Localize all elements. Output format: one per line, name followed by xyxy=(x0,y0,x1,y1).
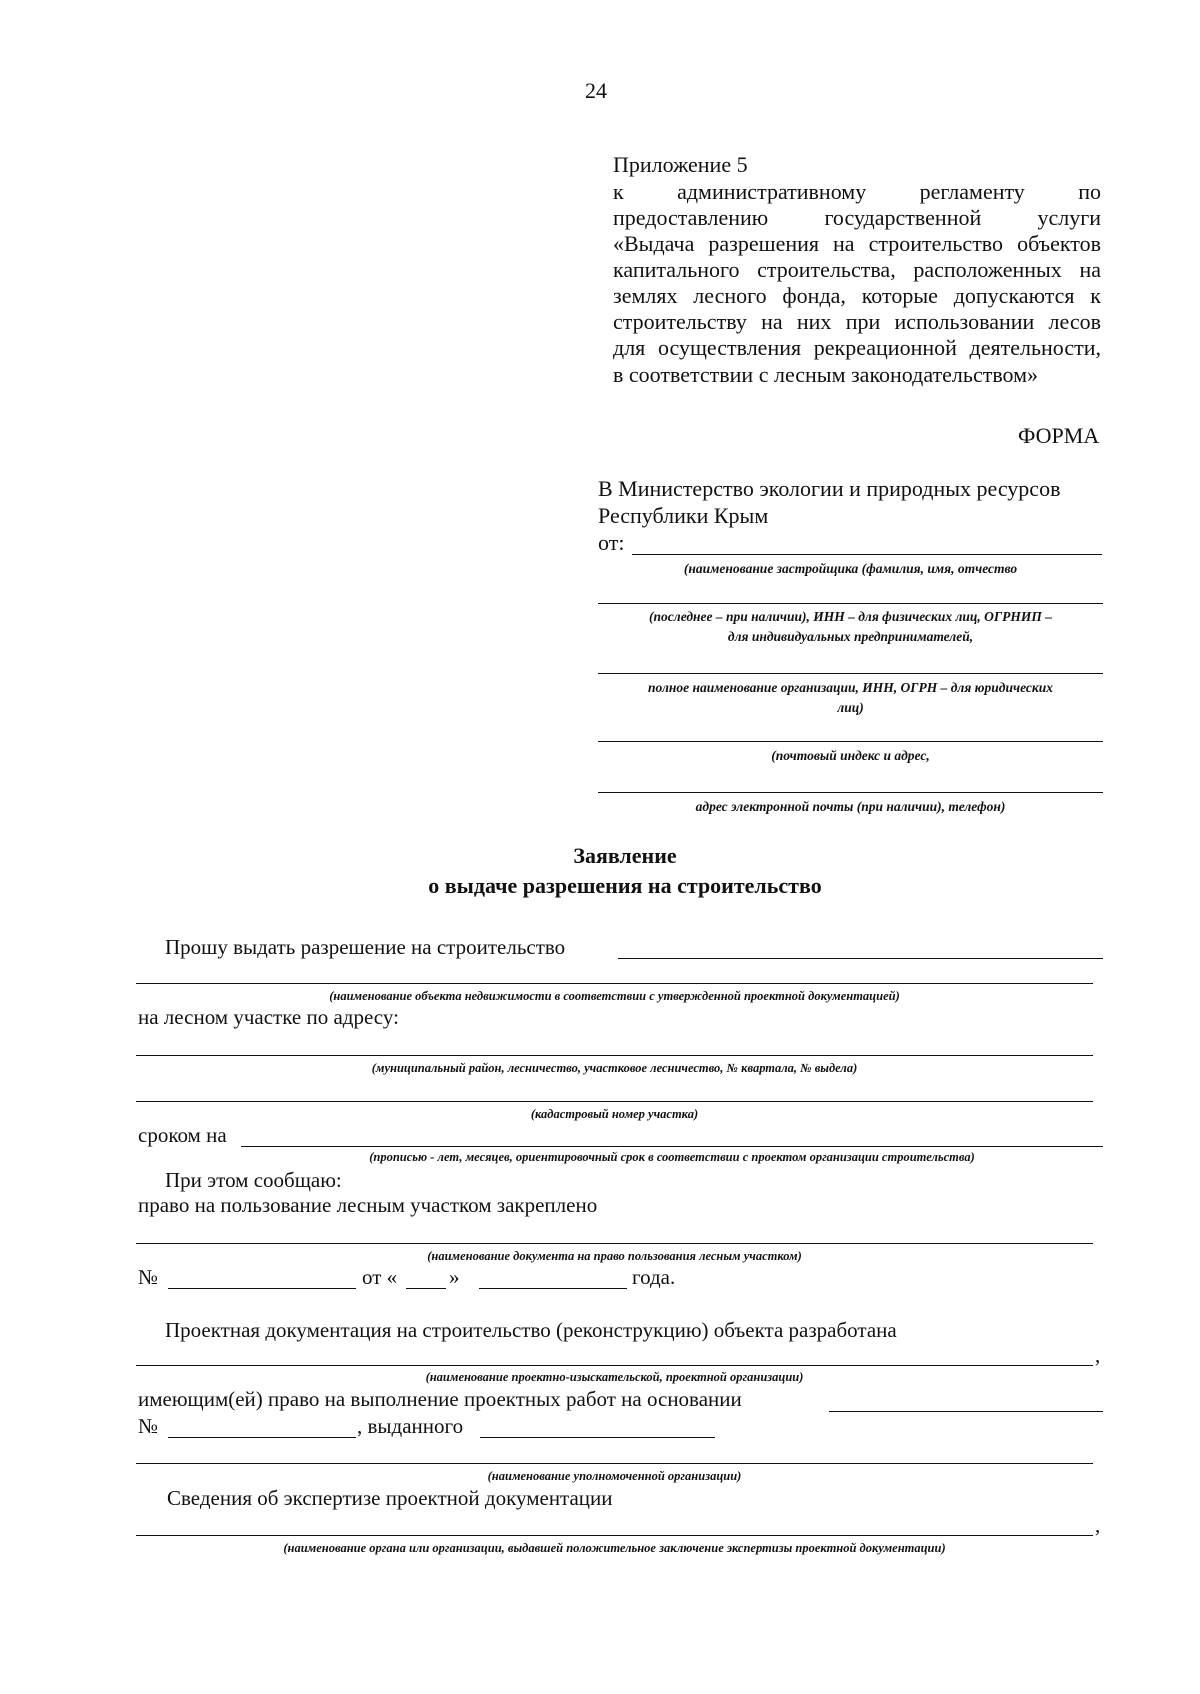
caption: (почтовый индекс и адрес, xyxy=(771,748,930,763)
addressee-line: Республики Крым xyxy=(598,503,769,528)
date-month-line[interactable] xyxy=(479,1288,627,1289)
heading-title: Заявление xyxy=(573,843,677,868)
having-right-text: имеющим(ей) право на выполнение проектных работ на основании xyxy=(138,1387,742,1411)
term-line[interactable] xyxy=(241,1146,1103,1147)
appendix-line: к административному регламенту по xyxy=(613,179,1101,204)
caption: лиц) xyxy=(837,700,864,715)
year-word: года. xyxy=(632,1265,676,1289)
caption: (последнее – при наличии), ИНН – для физических лиц, ОГРНИП – xyxy=(649,609,1052,624)
request-text: Прошу выдать разрешение на строительство xyxy=(165,935,566,959)
appendix-line: предоставлению государственной услуги xyxy=(613,205,1101,230)
inform-text: При этом сообщаю: xyxy=(165,1168,342,1192)
number-sign-2: № xyxy=(138,1414,159,1438)
appendix-line: строительству на них при использовании лесов xyxy=(613,309,1101,334)
contact-line[interactable] xyxy=(598,792,1103,793)
caption: для индивидуальных предпринимателей, xyxy=(727,629,974,644)
document-number-line[interactable] xyxy=(168,1288,356,1289)
from-label: от: xyxy=(598,530,625,555)
addressee-line: В Министерство экологии и природных ресурсов xyxy=(598,476,1061,501)
forest-plot-text: на лесном участке по адресу: xyxy=(138,1005,399,1029)
project-docs-text: Проектная документация на строительство (реконструкцию) объекта разработана xyxy=(165,1318,897,1342)
caption: адрес электронной почты (при наличии), телефон) xyxy=(695,799,1006,814)
date-from: от « xyxy=(362,1265,398,1289)
issued-text: , выданного xyxy=(357,1414,464,1438)
caption: (наименование застройщика (фамилия, имя, отчество xyxy=(683,561,1018,576)
authorized-org-line[interactable] xyxy=(136,1463,1093,1464)
object-line-2[interactable] xyxy=(136,983,1093,984)
caption: (муниципальный район, лесничество, участковое лесничество, № квартала, № выдела) xyxy=(371,1061,858,1075)
right-text: право на пользование лесным участком закреплено xyxy=(138,1193,598,1217)
organization-line[interactable] xyxy=(598,673,1103,674)
appendix-line-last: в соответствии с лесным законодательством» xyxy=(613,362,1039,387)
form-label: ФОРМА xyxy=(1018,423,1100,448)
appendix-line: для осуществления рекреационной деятельности, xyxy=(613,335,1101,360)
license-number-line[interactable] xyxy=(168,1437,356,1438)
appendix-line: землях лесного фонда, которые допускаются к xyxy=(613,283,1101,308)
address-line[interactable] xyxy=(136,1055,1093,1056)
heading-subtitle: о выдаче разрешения на строительство xyxy=(428,873,822,898)
caption: (прописью - лет, месяцев, ориентировочный срок в соответствии с проектом организации строительства) xyxy=(369,1150,975,1164)
from-line[interactable] xyxy=(632,554,1102,555)
postal-line[interactable] xyxy=(598,741,1103,742)
appendix-line: капитального строительства, расположенных на xyxy=(613,257,1101,282)
cadastral-line[interactable] xyxy=(136,1101,1093,1102)
document-line[interactable] xyxy=(136,1243,1093,1244)
object-line-1[interactable] xyxy=(618,958,1103,959)
comma-2: , xyxy=(1095,1513,1101,1537)
caption: (наименование органа или организации, выдавшей положительное заключение экспертизы проектной документации) xyxy=(283,1541,946,1555)
comma: , xyxy=(1095,1343,1101,1367)
date-day-line[interactable] xyxy=(406,1288,446,1289)
page-number: 24 xyxy=(585,78,607,103)
appendix-title: Приложение 5 xyxy=(613,152,748,177)
expertise-text: Сведения об экспертизе проектной документации xyxy=(167,1486,613,1510)
caption: (наименование объекта недвижимости в соответствии с утвержденной проектной документацией) xyxy=(329,989,900,1003)
appendix-line: «Выдача разрешения на строительство объектов xyxy=(613,231,1101,256)
caption: (кадастровый номер участка) xyxy=(530,1107,699,1121)
caption: (наименование проектно-изыскательской, проектной организации) xyxy=(425,1370,804,1384)
caption: полное наименование организации, ИНН, ОГРН – для юридических xyxy=(648,680,1053,695)
caption: (наименование документа на право пользования лесным участком) xyxy=(427,1249,802,1263)
term-label: сроком на xyxy=(138,1123,227,1147)
basis-line[interactable] xyxy=(829,1411,1103,1412)
expertise-line[interactable] xyxy=(136,1535,1093,1536)
caption: (наименование уполномоченной организации) xyxy=(487,1469,742,1483)
design-org-line[interactable] xyxy=(136,1365,1093,1366)
date-quote: » xyxy=(449,1265,460,1289)
issued-date-line[interactable] xyxy=(480,1437,715,1438)
applicant-line[interactable] xyxy=(598,603,1103,604)
number-sign: № xyxy=(138,1265,159,1289)
